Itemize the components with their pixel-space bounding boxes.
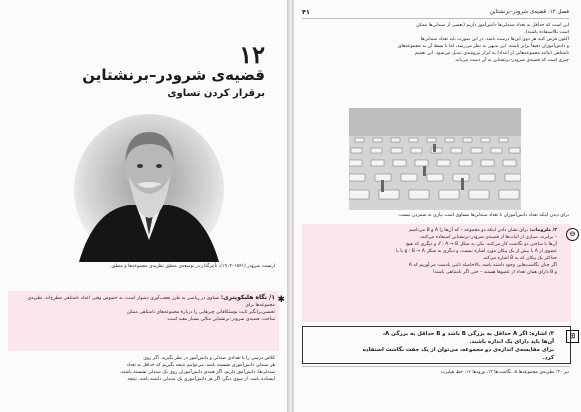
intro-line: این است که حداقل به تعداد صندلی‌ها دانش‌آموز داریم (بعضی از صندلی‌ها ممکن (416, 23, 569, 28)
intro-line: اکنون فرض کنید هر دوی این‌ها درست باشد. در این صورت باید تعداد صندلی‌ها (420, 37, 569, 42)
portrait-image (74, 110, 224, 262)
intro-line: و دانش‌آموزان دقیقاً برابر باشند. این بدیهی به نظر می‌رسد، اما با بسط آن به مجموعه‌های (397, 44, 569, 49)
header-title: فصل ۱۲: قضیه‌ی شرودر–برنشتاین (489, 9, 569, 15)
section-2-line: اگر چنان نگاشت‌هایی وجود داشته باشد، بالاخاصله ثابتی بادست می‌آوریم که A (408, 263, 557, 268)
section-2-line: و B دارای همان تعداد از عضوها هستند – حتی اگر نامتناهی باشند! (432, 270, 557, 275)
minus-circle-icon: ⊖ (566, 228, 579, 241)
section-3-line: برای مقایسه‌ی اندازه‌ی دو مجموعه، می‌توان از یک جفت نگاشت استفاده (362, 347, 554, 353)
section-3-line: آن‌ها باید دارای یک اندازه باشند. (469, 339, 554, 345)
section-3-line: کرد. (542, 355, 554, 361)
page-number: ۴۱ (302, 8, 310, 16)
left-body-text (8, 355, 275, 383)
section-3-line: اگر A حداقل به بزرگی B باشد و B حداقل به بزرگی A، (382, 331, 528, 337)
section-2-line: عضوی از A با بیش از یک پیکان مورد اشاره نیست، و دیگری به شکل g : B → A یا با (396, 249, 557, 254)
section-1-box (8, 291, 279, 351)
section-2-line: آن‌ها با ساختن دو نگاشت کار می‌کنند. یکی به شکل f : A → B، و دیگری که هیچ (406, 242, 557, 247)
intro-line: است بلااستفاده باشند). (524, 30, 569, 35)
section-3-heading: ۳/ اشاره: (529, 331, 554, 337)
section-1-line: تساوی در ریاضی به طرز تعجب‌آوری دشوار است، به خصوص وقتی اعداد نامتناهی مطرح‌اند. نظریه‌ی مجموعه‌ها برای (27, 296, 275, 308)
section-2-line: حداکثر یک پیکان که به B اشاره می‌کند. (482, 256, 557, 261)
left-page (0, 0, 288, 412)
body-line: کلاس درسی را با تعدادی صندلی و دانش‌آموز در نظر بگیرید. اگر روی (143, 356, 275, 361)
intro-line: نامتناهی (مانند مجموعه‌هایی از اعداد) به ابزار نیرومندی تبدیل می‌شود. این تعمیم (414, 51, 569, 56)
body-line: ایستاده باشد، از سوی دیگر، اگر هر دانش‌آموزی یک صندلی داشته باشد، نتیجه (127, 377, 275, 382)
section-3-box (302, 326, 571, 364)
section-2-line: برای نشان دادن اینکه دو مجموعه – که آن‌ها را A و B می‌نامیم (409, 228, 528, 233)
intro-line: چیزی است که قضیه‌ی شرودر–برنشتاین به آن دست می‌یابد. (454, 58, 569, 63)
section-2-line: – برابرند، سیاری از اثبات‌ها از قضیه‌ی شرودر–برنشتاین استفاده می‌کنند. (419, 235, 557, 240)
section-1-line: تحسین‌برانگیز ثابت نوشتکافانی چیزهایی را دربارهٔ مجموعه‌های نامتناهی ممکن (126, 310, 275, 315)
asterisk-icon: ✱ (277, 295, 285, 305)
section-1-heading: ۱/ نگاه هلیکوپتری: (220, 294, 275, 301)
section-2-box (302, 224, 571, 322)
right-page (293, 0, 581, 412)
photo-caption: برای دیدن اینکه تعداد دانش‌آموزان با تعداد صندلی‌ها مساوی است نیازی به شمردن نیست. (397, 213, 569, 218)
chapter-subtitle: برقرار کردن تساوی (167, 88, 265, 99)
grid-box-icon: ⊞ (566, 330, 579, 343)
section-2-heading: ۲/ ملزومات: (529, 228, 557, 233)
portrait-caption: ارنست شرودر (۱۸۴۱–۱۹۰۲)، تأثیرگذار در توسعه‌ی منطق نظریه‌ی مجموعه‌ها و منطق. (110, 264, 275, 269)
classroom-desks-photo (349, 108, 521, 210)
body-line: هر صندلی دانش‌آموزی نشسته باشد، می‌توانیم نتیجه بگیریم که حداقل به تعداد (126, 363, 275, 368)
section-1-line: ساخت. قضیه‌ی شرودر–برنشتاین مثالی بسیار مفید است. (166, 317, 275, 322)
running-header (302, 6, 569, 19)
body-line: صندلی‌ها، دانش‌آموز داریم. اگر همه‌ی دانش‌آموزان روی یک صندلی نشسته باشند، (119, 370, 275, 375)
right-intro-text (302, 22, 569, 64)
page-footer: نیز ۳۰: نظریه‌ی مجموعه‌ها ۸، نگاشت‌ها ۱۲، ورودها ۱۶، خط هیلبرت (302, 366, 569, 376)
chapter-title: قضیه‌ی شرودر–برنشتاین (82, 66, 265, 84)
chapter-number: ۱۲ (239, 40, 265, 69)
